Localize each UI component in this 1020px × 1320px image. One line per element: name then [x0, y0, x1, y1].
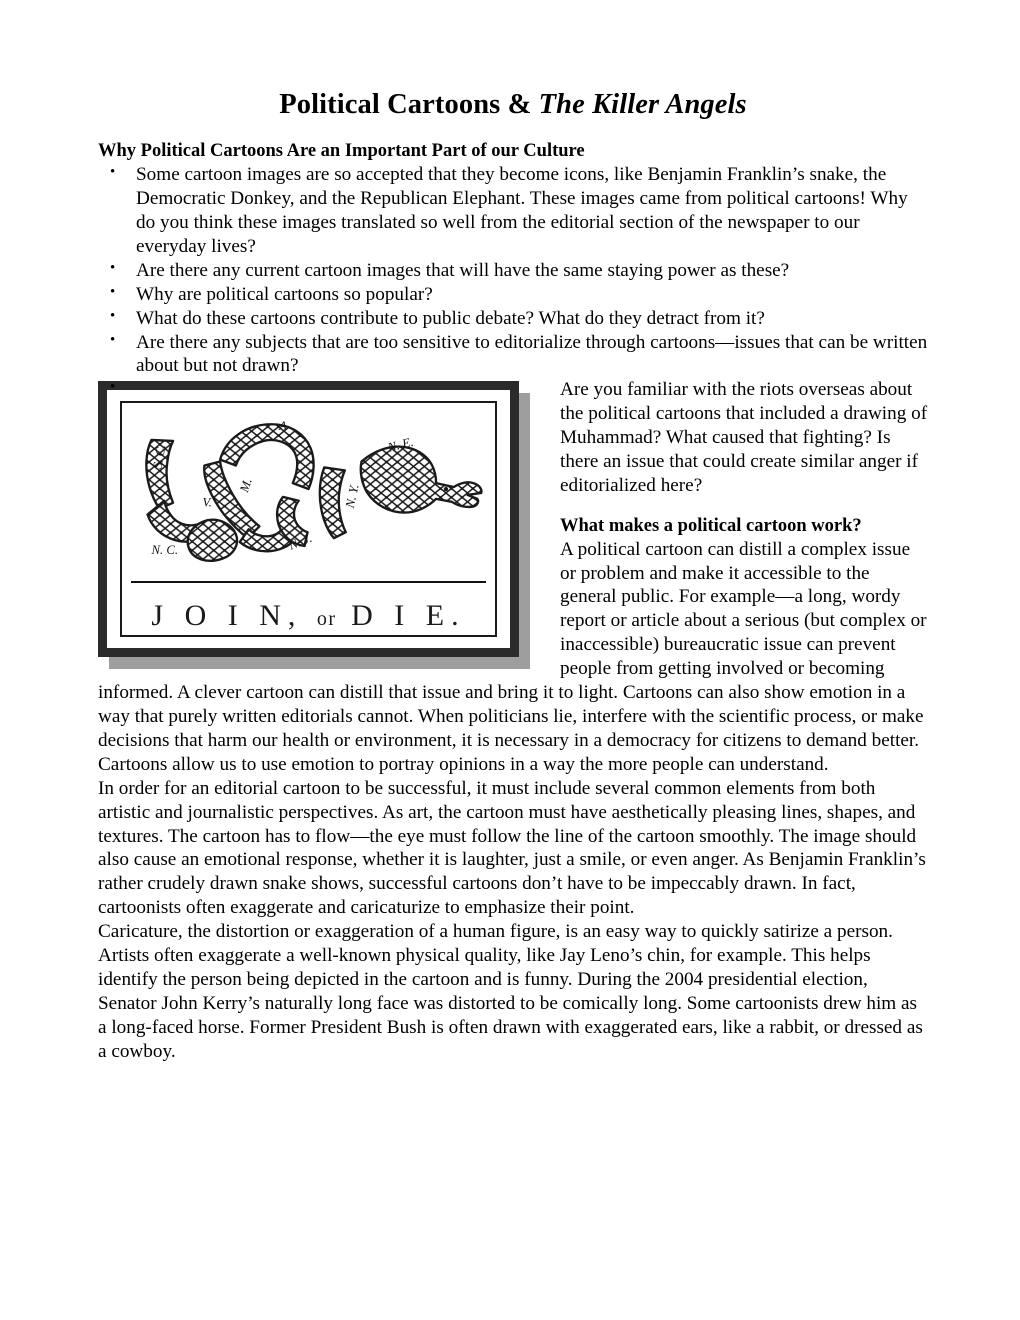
cartoon-divider-rule: [131, 581, 486, 583]
sub-heading: What makes a political cartoon work?: [560, 515, 862, 536]
section-heading: Why Political Cartoons Are an Important Part of our Culture: [98, 140, 585, 161]
segment-label-sc: S. C.: [150, 443, 169, 471]
paragraph: In order for an editorial cartoon to be successful, it must include several common elements from both artistic and journalistic perspectives. As art, the cartoon must have aesthetically pleasing lines, shapes, and textures. The cartoon has to flow—the eye must follow the line of the cartoon smoothly. The image should also cause an emotional response, whether it is laughter, just a smile, or even anger. As Benjamin Franklin’s rather crudely drawn snake shows, successful cartoons don’t have to be impeccably drawn. In fact, cartoonists often exaggerate and caricaturize to emphasize their point.: [98, 777, 926, 919]
page-title-plain: Political Cartoons &: [279, 89, 539, 120]
page-title-italic: The Killer Angels: [538, 89, 747, 120]
caption-or: or: [316, 608, 337, 631]
cartoon-caption: [122, 599, 495, 633]
page-title: [98, 88, 928, 122]
segment-label-m: M.: [237, 476, 255, 495]
segment-label-ny: N. Y.: [342, 483, 362, 510]
segment-label-nc: N. C.: [151, 543, 179, 558]
segment-label-a: A: [279, 419, 287, 434]
list-item: • Some cartoon images are so accepted that they become icons, like Benjamin Franklin’s snake, the Democratic Donkey, and the Republican Elephant. These images came from political cartoons! Why do you think these images translated so well from the editorial section of the newspaper to our everyday lives?: [98, 163, 928, 259]
list-item: • Are there any subjects that are too sensitive to editorialize through cartoons—issues that can be written about but not drawn?: [98, 331, 928, 379]
list-item: • Are you familiar with the riots overseas about the political cartoons that included a drawing of Muhammad? What caused that fighting? Is there an issue that could create similar anger if editorialized here?: [98, 378, 928, 498]
caption-join: J O I N,: [151, 599, 303, 633]
list-item: • Are there any current cartoon images that will have the same staying power as these?: [98, 259, 928, 283]
paragraph: A political cartoon can distill a complex issue or problem and make it accessible to the general public. For example—a long, wordy report or article about a serious (but complex or inaccessible) bureaucratic issue can prevent people from getting involved or becoming informed. A clever cartoon can distill that issue and bring it to light. Cartoons can also show emotion in a way that purely written editorials cannot. When politicians lie, interfere with the scientific process, or make decisions that harm our health or environment, it is necessary in a democracy for citizens to demand better. Cartoons allow us to use emotion to portray opinions in a way the more people can understand.: [98, 538, 927, 775]
segment-label-nj: N. J.: [286, 531, 314, 554]
segment-label-v: V.: [202, 496, 212, 511]
list-item: • Why are political cartoons so popular?: [98, 283, 928, 307]
caption-die: D I E.: [351, 599, 466, 633]
segment-label-ne: N. E.: [386, 435, 415, 455]
list-item: • What do these cartoons contribute to public debate? What do they detract from it?: [98, 307, 928, 331]
paragraph: Caricature, the distortion or exaggeration of a human figure, is an easy way to quickly satirize a person. Artists often exaggerate a well-known physical quality, like Jay Leno’s chin, for example. This helps identify the person being depicted in the cartoon and is funny. During the 2004 presidential election, Senator John Kerry’s naturally long face was distorted to be comically long. Some cartoonists drew him as a long-faced horse. Former President Bush is often drawn with exaggerated ears, like a rabbit, or dressed as a cowboy.: [98, 921, 923, 1062]
